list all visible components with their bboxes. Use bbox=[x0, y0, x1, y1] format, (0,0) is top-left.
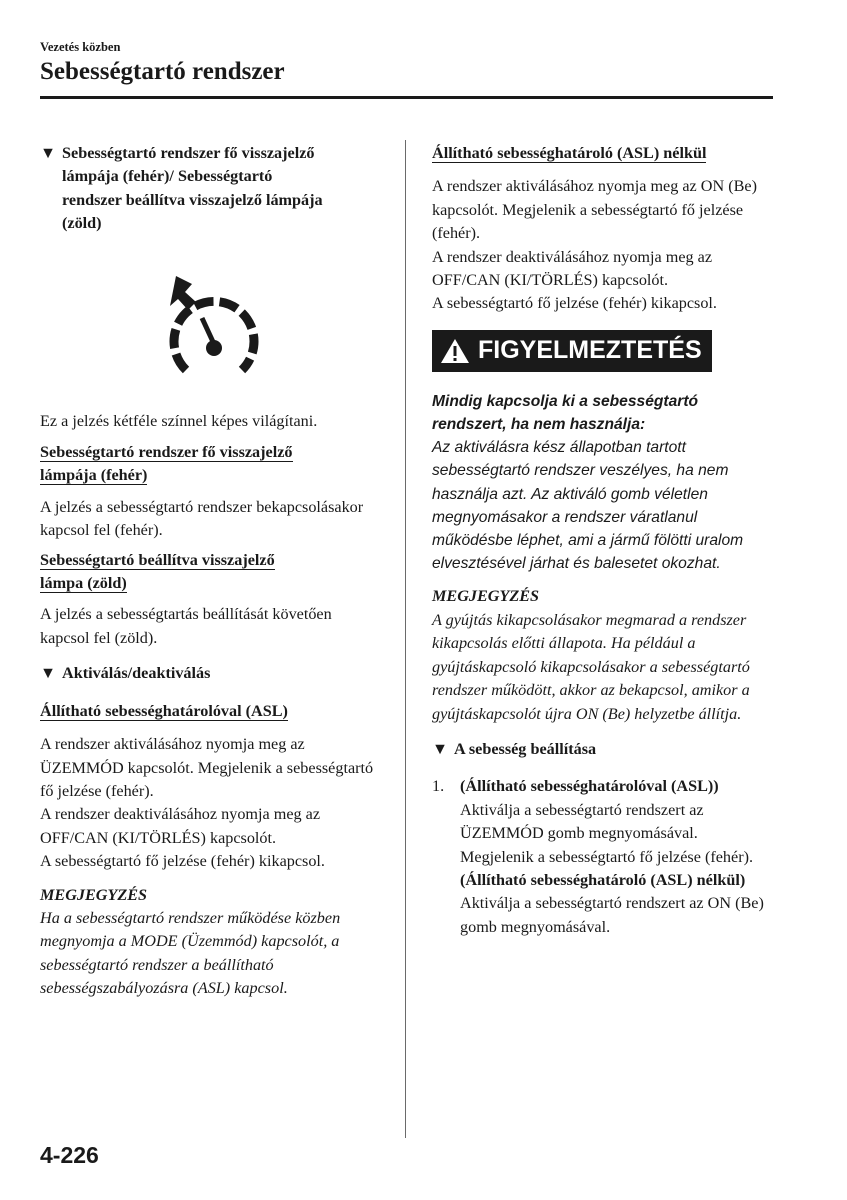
warning-text: Mindig kapcsolja ki a sebességtartó rendszert, ha nem használja: Az aktiválásra kész állapotban tartott sebességtartó rendszer veszélyes, ha nem használja azt. Az aktiváló gomb véletlen megnyomásakor a rendszer váratlanul működésbe léphet, ami a jármű fölötti uralom elvesztésével járhat és balesetet okozhat. bbox=[432, 392, 744, 573]
sub2-body: A jelzés a sebességtartás beállítását követően kapcsol fel (zöld). bbox=[40, 605, 332, 647]
asl-body-2: A rendszer deaktiválásához nyomja meg az OFF/CAN (KI/TÖRLÉS) kapcsolót. bbox=[40, 805, 321, 847]
note-title: MEGJEGYZÉS bbox=[40, 885, 148, 904]
no-asl-body-1: A rendszer aktiválásához nyomja meg az ON (Be) kapcsolót. Megjelenik a sebességtartó fő jelzése (fehér). bbox=[432, 177, 757, 243]
note-title: MEGJEGYZÉS bbox=[432, 587, 540, 606]
column-divider bbox=[405, 140, 406, 1138]
section-label: Vezetés közben bbox=[40, 40, 121, 54]
no-asl-title: Állítható sebességhatároló (ASL) nélkül bbox=[432, 144, 707, 162]
step-1: 1. (Állítható sebességhatárolóval (ASL)) Aktiválja a sebességtartó rendszert az ÜZEMMÓD gomb megnyomásával. Megjelenik a sebességtartó fő jelzése (fehér). (Állítható sebességhatároló (ASL) nélkül) Aktiválja a sebességtartó rendszert az ON (Be) gomb megnyomásával. bbox=[432, 775, 772, 939]
indicator-heading: ▼ Sebességtartó rendszer fő visszajelző lámpája (fehér)/ Sebességtartó rendszer beállítva visszajelző lámpája (zöld) bbox=[40, 142, 385, 236]
step1-title-asl: (Állítható sebességhatárolóval (ASL)) bbox=[460, 777, 719, 796]
asl-body-1: A rendszer aktiválásához nyomja meg az ÜZEMMÓD kapcsolót. Megjelenik a sebességtartó fő jelzése (fehér). bbox=[40, 735, 374, 800]
page-number: 4-226 bbox=[40, 1142, 99, 1168]
activation-heading: ▼ Aktiválás/deaktiválás bbox=[40, 662, 385, 685]
cruise-control-speedometer-icon bbox=[162, 276, 262, 388]
asl-title: Állítható sebességhatárolóval (ASL) bbox=[40, 701, 288, 720]
note-body: A gyújtás kikapcsolásakor megmarad a rendszer kikapcsolás előtti állapota. Ha például a gyújtáskapcsoló kikapcsolásakor a sebességtartó rendszer működött, akkor az bekapcsol, amikor a gyújtáskapcsolót újra ON (Be) helyzetbe állítja. bbox=[432, 610, 750, 723]
warning-triangle-icon bbox=[440, 338, 470, 364]
sub1-body: A jelzés a sebességtartó rendszer bekapcsolásakor kapcsol fel (fehér). bbox=[40, 497, 364, 540]
right-column bbox=[432, 142, 772, 939]
speed-heading: ▼ A sebesség beállítása bbox=[432, 738, 772, 761]
step1-body-asl: Aktiválja a sebességtartó rendszert az ÜZEMMÓD gomb megnyomásával. Megjelenik a sebességtartó fő jelzése (fehér). bbox=[460, 800, 754, 866]
intro-text: Ez a jelzés kétféle színnel képes világítani. bbox=[40, 411, 318, 430]
left-column bbox=[40, 142, 385, 1001]
title-rule bbox=[40, 96, 773, 99]
no-asl-body-2: A rendszer deaktiválásához nyomja meg az OFF/CAN (KI/TÖRLÉS) kapcsolót. bbox=[432, 247, 713, 290]
step1-body-no-asl: Aktiválja a sebességtartó rendszert az ON (Be) gomb megnyomásával. bbox=[460, 894, 764, 936]
triangle-bullet-icon: ▼ bbox=[40, 664, 57, 683]
step1-title-no-asl: (Állítható sebességhatároló (ASL) nélkül) bbox=[460, 870, 746, 889]
page-title: Sebességtartó rendszer bbox=[40, 58, 285, 85]
sub1-title: Sebességtartó rendszer fő visszajelző lámpája (fehér) bbox=[40, 443, 293, 485]
sub2-title: Sebességtartó beállítva visszajelző lámpa (zöld) bbox=[40, 550, 275, 593]
asl-body-3: A sebességtartó fő jelzése (fehér) kikapcsol. bbox=[40, 852, 325, 871]
warning-badge: FIGYELMEZTETÉS bbox=[432, 330, 772, 372]
triangle-bullet-icon: ▼ bbox=[40, 144, 57, 162]
no-asl-body-3: A sebességtartó fő jelzése (fehér) kikapcsol. bbox=[432, 294, 717, 313]
triangle-bullet-icon: ▼ bbox=[432, 739, 449, 758]
note-body: Ha a sebességtartó rendszer működése közben megnyomja a MODE (Üzemmód) kapcsolót, a sebességtartó rendszer a beállítható sebességszabályozásra (ASL) kapcsol. bbox=[40, 908, 341, 998]
